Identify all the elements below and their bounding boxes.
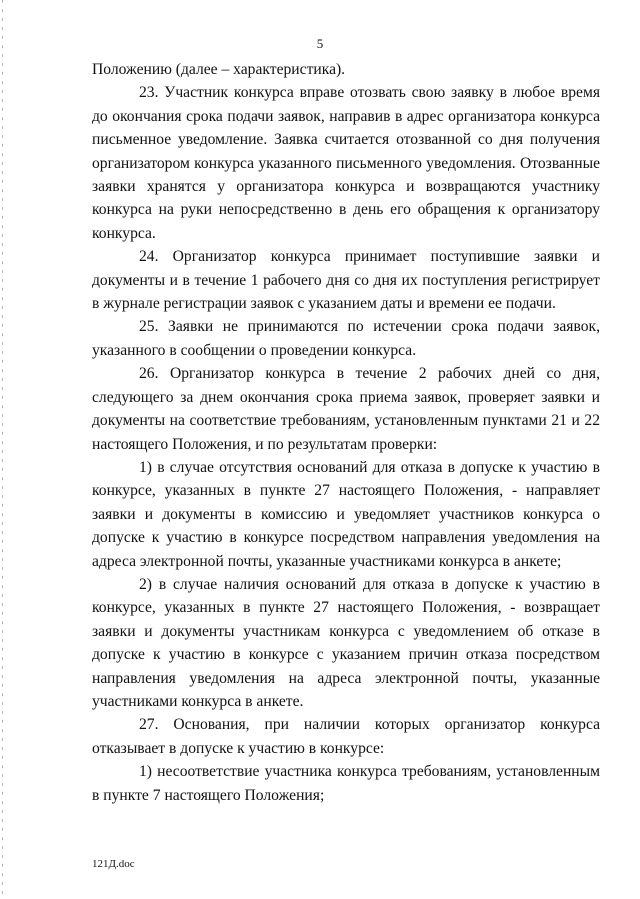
document-body — [92, 58, 600, 807]
paragraph-continuation: Положению (далее – характеристика). — [92, 61, 346, 78]
footer-file-name: 121Д.doc — [92, 858, 135, 870]
paragraph-item-27-1: 1) несоответствие участника конкурса требованиям, установленным в пункте 7 настоящего Положения; — [92, 763, 600, 804]
paragraph-item-26-2: 2) в случае наличия оснований для отказа в допуске к участию в конкурсе, указанных в пункте 27 настоящего Положения, - возвращает заявки и документы участникам конкурса с уведомлением об отказе в допуске к участию в конкурсе с указанием причин отказа посредством направления уведомления на адреса электронной почты, указанные участниками конкурса в анкете. — [92, 575, 600, 710]
paragraph-item-23: 23. Участник конкурса вправе отозвать свою заявку в любое время до окончания срока подачи заявок, направив в адрес организатора конкурса письменное уведомление. Заявка считается отозванной со дня получения организатором конкурса указанного письменного уведомления. Отозванные заявки хранятся у организатора конкурса и возвращаются участнику конкурса на руки непосредственно в день его обращения к организатору конкурса. — [92, 84, 600, 242]
paragraph-item-26: 26. Организатор конкурса в течение 2 рабочих дней со дня, следующего за днем окончания срока приема заявок, проверяет заявки и документы на соответствие требованиям, установленным пунктами 21 и 22 настоящего Положения, и по результатам проверки: — [92, 365, 600, 453]
scan-edge — [2, 0, 3, 899]
paragraph-item-24: 24. Организатор конкурса принимает поступившие заявки и документы и в течение 1 рабочего дня со дня их поступления регистрирует в журнале регистрации заявок с указанием даты и времени ее подачи. — [92, 248, 600, 313]
paragraph-item-25: 25. Заявки не принимаются по истечении срока подачи заявок, указанного в сообщении о проведении конкурса. — [92, 318, 600, 359]
paragraph-item-27: 27. Основания, при наличии которых организатор конкурса отказывает в допуске к участию в конкурсе: — [92, 716, 600, 757]
page-number: 5 — [316, 36, 324, 51]
paragraph-item-26-1: 1) в случае отсутствия оснований для отказа в допуске к участию в конкурсе, указанных в пункте 27 настоящего Положения, - направляет заявки и документы в комиссию и уведомляет участников конкурса о допуске к участию в конкурсе посредством направления уведомления на адреса электронной почты, указанные участниками конкурса в анкете; — [92, 458, 600, 570]
